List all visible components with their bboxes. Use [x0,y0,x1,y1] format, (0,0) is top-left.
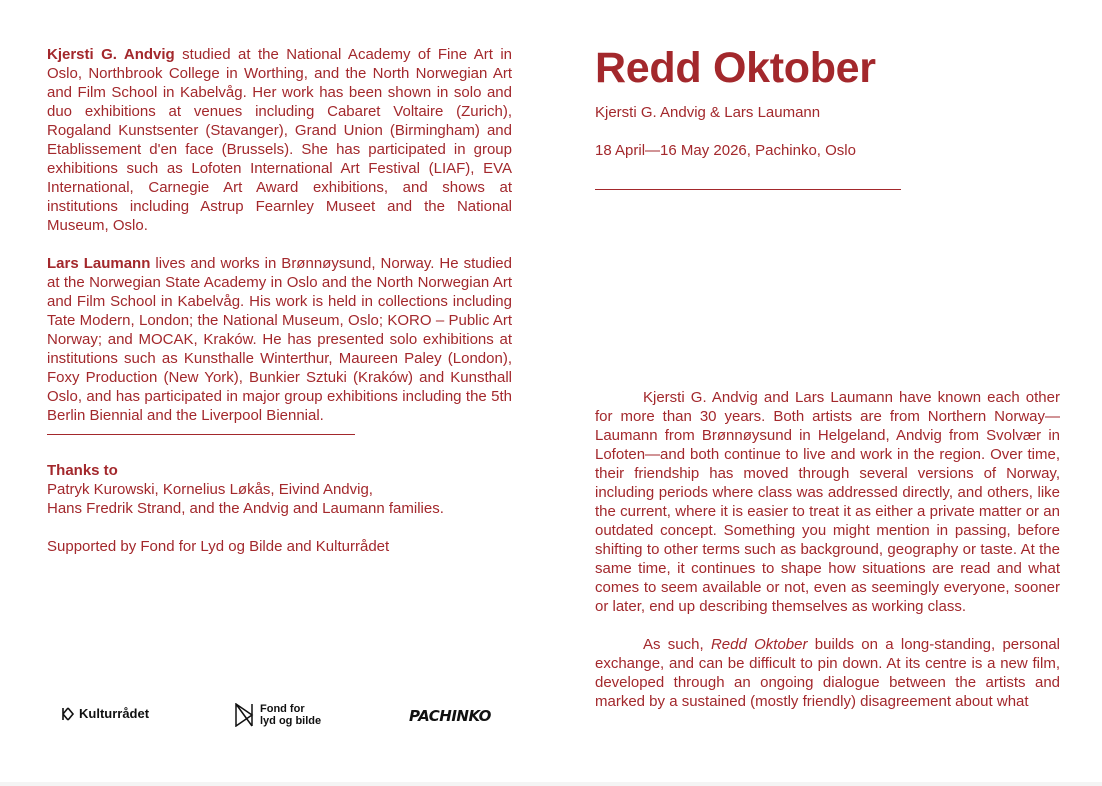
artist-bios [47,45,512,425]
bio-laumann-text: lives and works in Brønnøysund, Norway. He studied at the Norwegian State Academy in Oslo and the North Norwegian Art and Film School in Kabelvåg. His work is held in collections including Tate Modern, London; the National Museum, Oslo; KORO – Public Art Norway; and MOCAK, Kraków. He has presented solo exhibitions at institutions such as Kunsthalle Winterthur, Maureen Paley (London), Foxy Production (New York), Bunkier Sztuki (Kraków) and Kunsthall Oslo, and has participated in major group exhibitions including the 5th Berlin Biennial and the Liverpool Biennial. [47,255,512,424]
exhibition-dates: 18 April—16 May 2026, Pachinko, Oslo [595,142,856,159]
fond-logo-line-1: Fond for [260,703,305,715]
essay-paragraph-2 [595,635,1060,711]
bio-andvig-name: Kjersti G. Andvig [47,46,175,63]
fond-logo [234,703,321,727]
essay-paragraph-2-title: Redd Oktober [710,636,808,653]
thanks-line-2: Hans Fredrik Strand, and the Andvig and Laumann families. [47,500,444,517]
bio-andvig-text: studied at the National Academy of Fine Art in Oslo, Northbrook College in Worthing, and the North Norwegian Art and Film School in Kabelvåg. Her work has been shown in solo and duo exhibitions at venues including Cabaret Voltaire (Zurich), Rogaland Kunstsenter (Stavanger), Grand Union (Birmingham) and Etablissement d'en face (Brussels). She has participated in group exhibitions such as Lofoten International Art Festival (LIAF), EVA International, Carnegie Art Award exhibitions, and shows at institutions including Astrup Fearnley Museet and the National Museum, Oslo. [47,46,512,234]
divider-left [47,434,355,435]
thanks-line-1: Patryk Kurowski, Kornelius Løkås, Eivind Andvig, [47,481,373,498]
kulturradet-logo [61,706,149,721]
essay-paragraph-2-rest: builds on a long-standing, personal exchange, and can be difficult to pin down. At its centre is a new film, developed through an ongoing dialogue between the artists and marked by a sustained (mostly friendly) disagreement about what [595,636,1060,710]
essay-paragraph-2-prefix: As such, [643,636,711,653]
essay-viewport [595,388,1065,730]
pachinko-logo: PACHINKO [409,707,491,725]
thanks-section [47,461,527,518]
supported-by: Supported by Fond for Lyd og Bilde and Kulturrådet [47,538,390,555]
fond-logo-line-2: lyd og bilde [260,715,322,727]
kulturradet-logo-text: Kulturrådet [79,706,150,721]
thanks-title: Thanks to [47,462,118,479]
bio-laumann [47,254,512,425]
bio-laumann-name: Lars Laumann [47,255,151,272]
kulturradet-mark-icon [61,707,75,721]
exhibition-title: Redd Oktober [595,44,876,92]
divider-right [595,189,901,190]
essay-paragraph-1: Kjersti G. Andvig and Lars Laumann have known each other for more than 30 years. Both artists are from Northern Norway—Laumann from Brønnøysund in Helgeland, Andvig from Svolvær in Lofoten—and both continue to live and work in the region. Over time, their friendship has moved through several versions of Norway, including periods where class was addressed directly, and others, like the current, where it is easier to treat it as either a private matter or an outdated concept. Something you might mention in passing, before shifting to other terms such as background, geography or taste. At the same time, it continues to shape how situations are read and what comes to seem available or not, even as seemingly everyone, sooner or later, end up describing themselves as working class. [595,389,1060,615]
essay-text [595,388,1060,711]
fond-logo-text [260,703,321,727]
fond-mark-icon [234,703,254,727]
exhibition-artists: Kjersti G. Andvig & Lars Laumann [595,104,821,121]
bio-andvig [47,45,512,235]
